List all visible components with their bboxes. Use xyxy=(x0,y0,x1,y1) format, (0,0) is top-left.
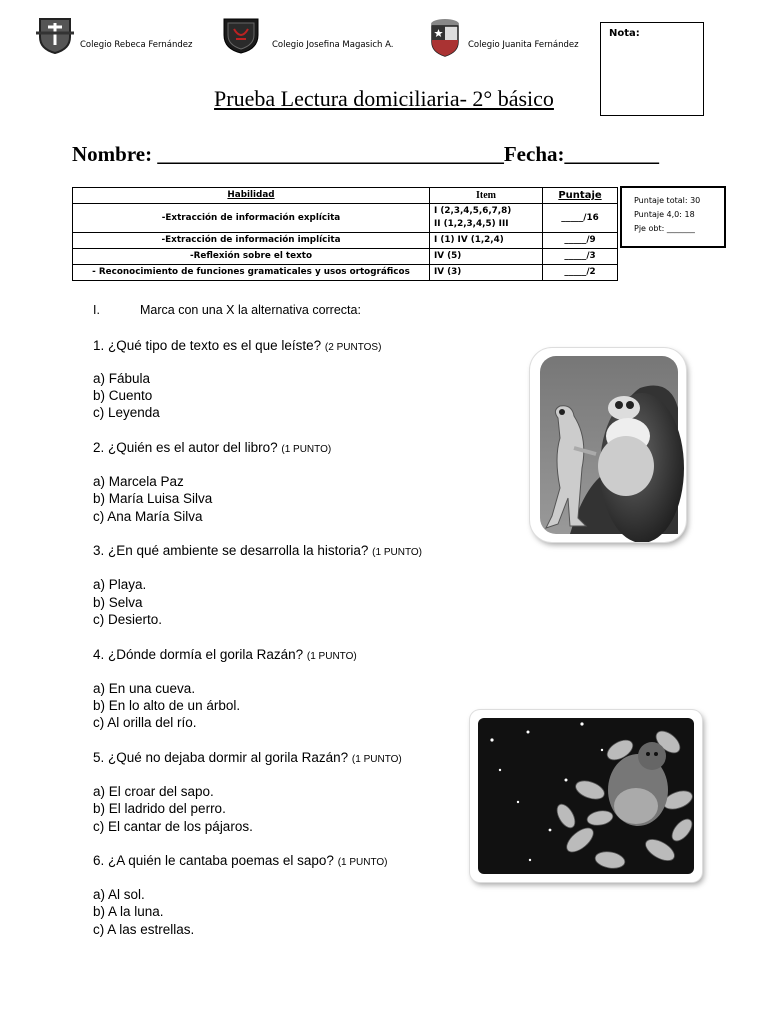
question-3 xyxy=(93,542,422,561)
question-points: (1 PUNTO) xyxy=(372,547,422,558)
option-3b[interactable]: b) Selva xyxy=(93,595,143,610)
table-row xyxy=(73,249,618,265)
option-4c[interactable]: c) Al orilla del río. xyxy=(93,715,197,730)
option-1c[interactable]: c) Leyenda xyxy=(93,405,160,420)
question-points: (1 PUNTO) xyxy=(306,651,357,662)
illustration-frog-gorilla xyxy=(530,348,686,542)
option-3c[interactable]: c) Desierto. xyxy=(93,612,163,627)
skill-cell: -Extracción de información explícita xyxy=(73,204,430,233)
option-2c[interactable]: c) Ana María Silva xyxy=(93,509,203,524)
skills-table xyxy=(72,187,618,281)
skill-cell: -Reflexión sobre el texto xyxy=(73,249,430,265)
question-text: 6. ¿A quién le cantaba poemas el sapo? xyxy=(93,853,334,868)
option-5a[interactable]: a) El croar del sapo. xyxy=(93,784,214,799)
score-cell[interactable]: _____/3 xyxy=(543,249,618,265)
crest-rebeca-icon xyxy=(34,15,76,55)
school-name-1: Colegio Rebeca Fernández xyxy=(80,40,193,50)
skill-cell: -Extracción de información implícita xyxy=(73,233,430,249)
gorilla-tree-drawing xyxy=(470,710,702,882)
question-4 xyxy=(93,646,357,665)
question-text: 5. ¿Qué no dejaba dormir al gorila Razán? xyxy=(93,750,349,765)
option-1a[interactable]: a) Fábula xyxy=(93,371,151,386)
item-cell: IV (5) xyxy=(430,249,543,265)
section-number: I. xyxy=(93,303,100,317)
question-1 xyxy=(93,337,381,356)
question-text: 4. ¿Dónde dormía el gorila Razán? xyxy=(93,647,304,662)
crest-juanita-icon xyxy=(424,18,466,58)
table-row xyxy=(73,233,618,249)
item-line: II (1,2,3,4,5) III xyxy=(434,219,509,229)
question-5 xyxy=(93,749,402,768)
score-cell[interactable]: _____/9 xyxy=(543,233,618,249)
question-text: 2. ¿Quién es el autor del libro? xyxy=(93,440,278,455)
header-score: Puntaje xyxy=(543,188,618,204)
score-cell[interactable]: _____/16 xyxy=(543,204,618,233)
option-4b[interactable]: b) En lo alto de un árbol. xyxy=(93,698,241,713)
option-6a[interactable]: a) Al sol. xyxy=(93,887,145,902)
option-2b[interactable]: b) María Luisa Silva xyxy=(93,491,213,506)
question-text: 3. ¿En qué ambiente se desarrolla la historia? xyxy=(93,543,369,558)
grade-label: Nota: xyxy=(609,28,640,39)
score-summary-box xyxy=(620,186,726,248)
question-points: (1 PUNTO) xyxy=(337,857,388,868)
option-5b[interactable]: b) El ladrido del perro. xyxy=(93,801,226,816)
question-text: 1. ¿Qué tipo de texto es el que leíste? xyxy=(93,338,322,353)
item-cell: IV (3) xyxy=(430,265,543,281)
table-row xyxy=(73,265,618,281)
total-score: Puntaje total: 30 xyxy=(634,196,701,205)
obtained-score[interactable]: Pje obt: _______ xyxy=(634,224,695,233)
table-row xyxy=(73,204,618,233)
crest-josefina-icon xyxy=(220,15,262,55)
item-cell: I (1) IV (1,2,4) xyxy=(430,233,543,249)
header-skill: Habilidad xyxy=(73,188,430,204)
skill-cell: - Reconocimiento de funciones gramaticales y usos ortográficos xyxy=(73,265,430,281)
table-header-row xyxy=(73,188,618,204)
section-instruction: Marca con una X la alternativa correcta: xyxy=(140,303,361,317)
question-points: (1 PUNTO) xyxy=(351,754,402,765)
item-cell xyxy=(430,204,543,233)
score-cell[interactable]: _____/2 xyxy=(543,265,618,281)
option-5c[interactable]: c) El cantar de los pájaros. xyxy=(93,819,253,834)
option-3a[interactable]: a) Playa. xyxy=(93,577,147,592)
frog-gorilla-drawing xyxy=(530,348,686,542)
school-name-3: Colegio Juanita Fernández xyxy=(468,40,579,50)
option-1b[interactable]: b) Cuento xyxy=(93,388,153,403)
question-points: (1 PUNTO) xyxy=(281,444,332,455)
option-2a[interactable]: a) Marcela Paz xyxy=(93,474,184,489)
question-2 xyxy=(93,439,331,458)
question-6 xyxy=(93,852,388,871)
option-6c[interactable]: c) A las estrellas. xyxy=(93,922,195,937)
option-6b[interactable]: b) A la luna. xyxy=(93,904,164,919)
page-title: Prueba Lectura domiciliaria- 2° básico xyxy=(214,86,554,111)
illustration-gorilla-tree xyxy=(470,710,702,882)
name-date-field[interactable]: Nombre: _________________________________Fecha:_________ xyxy=(72,142,659,166)
header-item: Item xyxy=(430,188,543,204)
school-name-2: Colegio Josefina Magasich A. xyxy=(272,40,394,50)
item-line: I (2,3,4,5,6,7,8) xyxy=(434,206,512,216)
passing-score: Puntaje 4,0: 18 xyxy=(634,210,695,219)
option-4a[interactable]: a) En una cueva. xyxy=(93,681,196,696)
question-points: (2 PUNTOS) xyxy=(324,342,382,353)
